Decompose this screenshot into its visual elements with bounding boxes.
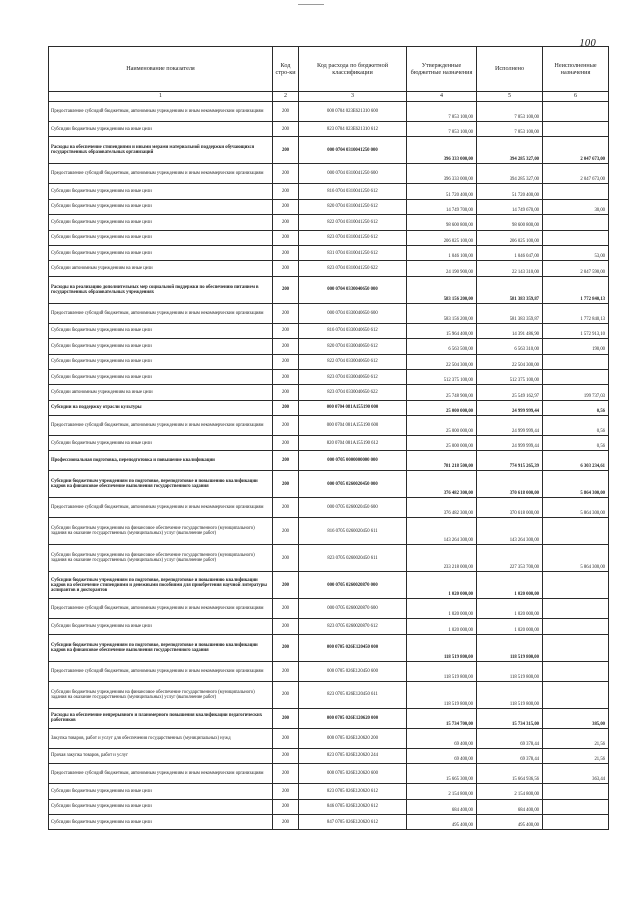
table-row [49, 634, 609, 661]
cell-unexecuted [543, 634, 609, 661]
cell-approved: 69 400,00 [407, 748, 477, 763]
cell-unexecuted [543, 784, 609, 799]
cell-classification-code: 823 0705 0260020870 612 [299, 619, 407, 634]
cell-classification-code: 000 0705 0260020450 600 [299, 498, 407, 518]
cell-executed: 69 378,44 [477, 728, 543, 748]
cell-unexecuted [543, 661, 609, 681]
cell-executed: 206 025 100,00 [477, 230, 543, 245]
header-approved: Утвержденные бюджетные назначения [407, 47, 477, 92]
cell-unexecuted: 1 772 840,13 [543, 303, 609, 323]
cell-classification-code: 000 0705 026Е120620 600 [299, 764, 407, 784]
table-row [49, 369, 609, 384]
cell-approved: 2 154 800,00 [407, 784, 477, 799]
cell-classification-code: 000 0705 0260020870 600 [299, 599, 407, 619]
cell-indicator-name: Субсидии бюджетным учреждениям на иные цели [49, 354, 273, 369]
cell-classification-code: 823 0705 026Е120450 611 [299, 681, 407, 708]
cell-line-code: 200 [273, 634, 299, 661]
cell-line-code: 200 [273, 661, 299, 681]
cell-classification-code: 823 0704 0330040650 622 [299, 385, 407, 400]
table-row [49, 572, 609, 599]
cell-approved: 684 400,00 [407, 799, 477, 814]
page-number: 100 [579, 38, 596, 49]
table-row [49, 215, 609, 230]
table-row [49, 545, 609, 572]
cell-unexecuted: 1 772 840,13 [543, 276, 609, 303]
cell-line-code: 200 [273, 276, 299, 303]
cell-line-code: 200 [273, 436, 299, 451]
cell-classification-code: 816 0705 0260020450 611 [299, 518, 407, 545]
table-row [49, 122, 609, 137]
table-row [49, 708, 609, 728]
cell-classification-code: 823 0704 0310041250 622 [299, 261, 407, 276]
table-row [49, 416, 609, 436]
column-number: 6 [543, 92, 609, 102]
cell-approved: 118 519 800,00 [407, 634, 477, 661]
cell-indicator-name: Субсидии бюджетным учреждениям на иные цели [49, 184, 273, 199]
cell-indicator-name: Субсидии бюджетным учреждениям по подготовке, переподготовке и повышению квалификации кадров на обеспечение стипендиями и денежными пособиями для приобретения научной литературы аспирантов и докторантов [49, 572, 273, 599]
cell-approved: 512 375 100,00 [407, 369, 477, 384]
cell-executed: 495 400,00 [477, 815, 543, 830]
header-classification-code: Код расхода по бюджетной классификации [299, 47, 407, 92]
cell-line-code: 200 [273, 400, 299, 415]
table-row [49, 276, 609, 303]
cell-indicator-name: Субсидии бюджетным учреждениям на иные цели [49, 230, 273, 245]
cell-classification-code: 000 0705 026Е120620 000 [299, 708, 407, 728]
cell-unexecuted [543, 572, 609, 599]
table-row [49, 354, 609, 369]
cell-indicator-name: Предоставление субсидий бюджетным, автономным учреждениям и иным некоммерческим организациям [49, 661, 273, 681]
cell-indicator-name: Субсидии бюджетным учреждениям на финансовое обеспечение государственного (муниципального) задания на оказание государственных (муниципальных) услуг (выполнение работ) [49, 681, 273, 708]
cell-approved: 396 333 000,00 [407, 137, 477, 164]
cell-line-code: 200 [273, 799, 299, 814]
cell-approved: 69 400,00 [407, 728, 477, 748]
scan-artifact-line [298, 4, 324, 5]
cell-executed: 24 999 999,44 [477, 436, 543, 451]
cell-classification-code: 000 0705 026Е120450 600 [299, 661, 407, 681]
cell-indicator-name: Субсидии бюджетным учреждениям на финансовое обеспечение государственного (муниципального) задания на оказание государственных (муниципальных) услуг (выполнение работ) [49, 545, 273, 572]
cell-executed: 581 383 359,87 [477, 303, 543, 323]
cell-approved: 6 563 500,00 [407, 339, 477, 354]
cell-line-code: 200 [273, 498, 299, 518]
table-row [49, 784, 609, 799]
cell-executed: 370 618 000,00 [477, 498, 543, 518]
cell-executed: 25 549 162,97 [477, 385, 543, 400]
cell-executed: 14 749 670,00 [477, 199, 543, 214]
cell-classification-code: 847 0705 026Е120620 612 [299, 815, 407, 830]
table-row [49, 681, 609, 708]
table-row [49, 451, 609, 471]
cell-unexecuted: 53,00 [543, 245, 609, 260]
cell-indicator-name: Субсидии бюджетным учреждениям на иные цели [49, 815, 273, 830]
cell-executed: 684 400,00 [477, 799, 543, 814]
cell-approved: 1 020 000,00 [407, 572, 477, 599]
cell-line-code: 200 [273, 199, 299, 214]
cell-approved: 22 504 300,00 [407, 354, 477, 369]
cell-classification-code: 000 0704 0330040650 600 [299, 303, 407, 323]
cell-indicator-name: Субсидии бюджетным учреждениям на иные цели [49, 784, 273, 799]
cell-executed: 22 143 310,00 [477, 261, 543, 276]
cell-unexecuted: 385,00 [543, 708, 609, 728]
cell-executed: 143 264 300,00 [477, 518, 543, 545]
cell-unexecuted: 5 864 300,00 [543, 498, 609, 518]
table-row [49, 102, 609, 122]
cell-approved: 7 853 100,00 [407, 102, 477, 122]
cell-unexecuted [543, 799, 609, 814]
cell-executed: 227 353 700,00 [477, 545, 543, 572]
cell-indicator-name: Субсидии бюджетным учреждениям по подготовке, переподготовке и повышению квалификации кадров на финансовое обеспечение выполнения государственного задания [49, 471, 273, 498]
cell-classification-code: 816 0704 0310041250 612 [299, 184, 407, 199]
column-number: 5 [477, 92, 543, 102]
cell-executed: 1 046 047,00 [477, 245, 543, 260]
cell-indicator-name: Закупка товаров, работ и услуг для обеспечения государственных (муниципальных) нужд [49, 728, 273, 748]
column-number: 1 [49, 92, 273, 102]
cell-line-code: 200 [273, 748, 299, 763]
cell-unexecuted [543, 619, 609, 634]
cell-line-code: 200 [273, 184, 299, 199]
cell-line-code: 200 [273, 545, 299, 572]
cell-line-code: 200 [273, 416, 299, 436]
cell-unexecuted: 2 047 673,00 [543, 137, 609, 164]
cell-indicator-name: Предоставление субсидий бюджетным, автономным учреждениям и иным некоммерческим организациям [49, 164, 273, 184]
table-row [49, 619, 609, 634]
cell-line-code: 200 [273, 215, 299, 230]
cell-unexecuted [543, 369, 609, 384]
cell-approved: 15 964 400,00 [407, 323, 477, 338]
cell-unexecuted: 0,56 [543, 436, 609, 451]
cell-approved: 98 600 800,00 [407, 215, 477, 230]
cell-unexecuted [543, 215, 609, 230]
table-row [49, 323, 609, 338]
cell-approved: 7 853 100,00 [407, 122, 477, 137]
cell-classification-code: 846 0705 026Е120620 612 [299, 799, 407, 814]
cell-executed: 394 285 327,00 [477, 164, 543, 184]
cell-indicator-name: Субсидии бюджетным учреждениям по подготовке, переподготовке и повышению квалификации кадров на финансовое обеспечение выполнения государственного задания [49, 634, 273, 661]
cell-executed: 118 519 800,00 [477, 634, 543, 661]
cell-approved: 376 482 300,00 [407, 471, 477, 498]
cell-approved: 24 190 900,00 [407, 261, 477, 276]
cell-unexecuted: 2 047 590,00 [543, 261, 609, 276]
cell-line-code: 200 [273, 708, 299, 728]
cell-indicator-name: Расходы на обеспечение стипендиями и иными мерами материальной поддержки обучающихся государственных образовательных организаций [49, 137, 273, 164]
table-row [49, 661, 609, 681]
cell-unexecuted [543, 354, 609, 369]
table-row [49, 518, 609, 545]
cell-approved: 15 665 300,00 [407, 764, 477, 784]
cell-unexecuted: 0,56 [543, 400, 609, 415]
cell-line-code: 200 [273, 323, 299, 338]
cell-executed: 774 915 265,39 [477, 451, 543, 471]
cell-executed: 98 600 800,00 [477, 215, 543, 230]
cell-indicator-name: Субсидии бюджетным учреждениям на иные цели [49, 799, 273, 814]
cell-classification-code: 000 0704 0310041250 600 [299, 164, 407, 184]
cell-executed: 394 285 327,00 [477, 137, 543, 164]
cell-indicator-name: Прочая закупка товаров, работ и услуг [49, 748, 273, 763]
cell-unexecuted: 1 572 913,10 [543, 323, 609, 338]
header-indicator-name: Наименование показателя [49, 47, 273, 92]
table-row [49, 230, 609, 245]
header-executed: Исполнено [477, 47, 543, 92]
cell-line-code: 200 [273, 354, 299, 369]
cell-classification-code: 820 0704 0310041250 612 [299, 199, 407, 214]
header-line-code: Код стро-ки [273, 47, 299, 92]
cell-line-code: 200 [273, 230, 299, 245]
cell-executed: 2 154 800,00 [477, 784, 543, 799]
cell-unexecuted: 6 303 234,61 [543, 451, 609, 471]
cell-approved: 376 482 300,00 [407, 498, 477, 518]
cell-line-code: 200 [273, 303, 299, 323]
cell-approved: 118 519 800,00 [407, 661, 477, 681]
table-row [49, 184, 609, 199]
cell-approved: 206 025 100,00 [407, 230, 477, 245]
cell-indicator-name: Предоставление субсидий бюджетным, автономным учреждениям и иным некоммерческим организациям [49, 416, 273, 436]
cell-executed: 7 853 100,00 [477, 122, 543, 137]
cell-approved: 781 218 500,00 [407, 451, 477, 471]
cell-executed: 7 853 100,00 [477, 102, 543, 122]
cell-unexecuted: 21,56 [543, 748, 609, 763]
table-row [49, 385, 609, 400]
cell-unexecuted: 199 737,03 [543, 385, 609, 400]
header-unexecuted: Неисполненные назначения [543, 47, 609, 92]
cell-classification-code: 823 0705 026Е120620 244 [299, 748, 407, 763]
table-row [49, 599, 609, 619]
cell-classification-code: 000 0705 0000000000 000 [299, 451, 407, 471]
cell-executed: 22 504 300,00 [477, 354, 543, 369]
cell-indicator-name: Субсидии автономным учреждениям на иные цели [49, 385, 273, 400]
cell-classification-code: 000 0704 023Е621310 600 [299, 102, 407, 122]
cell-line-code: 200 [273, 764, 299, 784]
cell-unexecuted: 30,00 [543, 199, 609, 214]
cell-classification-code: 816 0704 0330040650 612 [299, 323, 407, 338]
cell-classification-code: 820 0704 0330040650 612 [299, 339, 407, 354]
cell-executed: 1 020 000,00 [477, 599, 543, 619]
cell-approved: 495 400,00 [407, 815, 477, 830]
cell-indicator-name: Субсидии автономным учреждениям на иные цели [49, 261, 273, 276]
cell-classification-code: 000 0705 0260020870 000 [299, 572, 407, 599]
cell-unexecuted: 21,56 [543, 728, 609, 748]
table-body [49, 102, 609, 830]
column-number: 3 [299, 92, 407, 102]
table-row [49, 303, 609, 323]
cell-line-code: 200 [273, 261, 299, 276]
cell-unexecuted: 5 864 300,00 [543, 471, 609, 498]
table-row [49, 748, 609, 763]
cell-indicator-name: Субсидии бюджетным учреждениям на иные цели [49, 339, 273, 354]
cell-classification-code: 823 0705 0260020450 611 [299, 545, 407, 572]
cell-indicator-name: Субсидии бюджетным учреждениям на иные цели [49, 323, 273, 338]
cell-classification-code: 823 0704 0310041250 612 [299, 230, 407, 245]
cell-approved: 583 156 200,00 [407, 303, 477, 323]
cell-unexecuted [543, 230, 609, 245]
cell-classification-code: 000 0704 081А155190 000 [299, 400, 407, 415]
cell-classification-code: 000 0704 081А155190 600 [299, 416, 407, 436]
cell-classification-code: 000 0705 026Е120620 200 [299, 728, 407, 748]
cell-indicator-name: Предоставление субсидий бюджетным, автономным учреждениям и иным некоммерческим организациям [49, 764, 273, 784]
cell-line-code: 200 [273, 164, 299, 184]
column-number: 2 [273, 92, 299, 102]
cell-indicator-name: Предоставление субсидий бюджетным, автономным учреждениям и иным некоммерческим организациям [49, 303, 273, 323]
cell-line-code: 200 [273, 471, 299, 498]
table-row [49, 471, 609, 498]
cell-approved: 51 720 400,00 [407, 184, 477, 199]
cell-line-code: 200 [273, 137, 299, 164]
cell-indicator-name: Субсидии бюджетным учреждениям на финансовое обеспечение государственного (муниципального) задания на оказание государственных (муниципальных) услуг (выполнение работ) [49, 518, 273, 545]
cell-approved: 1 020 000,00 [407, 599, 477, 619]
cell-approved: 118 519 800,00 [407, 681, 477, 708]
cell-line-code: 200 [273, 599, 299, 619]
cell-approved: 25 000 000,00 [407, 436, 477, 451]
cell-line-code: 200 [273, 815, 299, 830]
cell-approved: 14 749 700,00 [407, 199, 477, 214]
table-row [49, 815, 609, 830]
cell-approved: 396 333 000,00 [407, 164, 477, 184]
table-row [49, 799, 609, 814]
cell-indicator-name: Предоставление субсидий бюджетным, автономным учреждениям и иным некоммерческим организациям [49, 102, 273, 122]
cell-classification-code: 823 0704 023Е621310 612 [299, 122, 407, 137]
cell-executed: 69 378,44 [477, 748, 543, 763]
cell-unexecuted [543, 815, 609, 830]
cell-line-code: 200 [273, 102, 299, 122]
cell-indicator-name: Субсидии на поддержку отрасли культуры [49, 400, 273, 415]
cell-approved: 1 046 100,00 [407, 245, 477, 260]
table-row [49, 339, 609, 354]
cell-executed: 1 020 000,00 [477, 572, 543, 599]
cell-line-code: 200 [273, 122, 299, 137]
cell-line-code: 200 [273, 728, 299, 748]
cell-executed: 6 563 310,00 [477, 339, 543, 354]
cell-executed: 581 383 359,87 [477, 276, 543, 303]
cell-classification-code: 822 0704 0330040650 612 [299, 354, 407, 369]
cell-unexecuted: 5 864 300,00 [543, 545, 609, 572]
cell-approved: 15 734 700,00 [407, 708, 477, 728]
cell-executed: 51 720 400,00 [477, 184, 543, 199]
cell-indicator-name: Расходы на обеспечение непрерывного и планомерного повышения квалификации педагогических работников [49, 708, 273, 728]
cell-indicator-name: Профессиональная подготовка, переподготовка и повышение квалификации [49, 451, 273, 471]
cell-classification-code: 831 0704 0310041250 612 [299, 245, 407, 260]
cell-executed: 14 391 486,90 [477, 323, 543, 338]
cell-unexecuted: 0,56 [543, 416, 609, 436]
cell-unexecuted [543, 599, 609, 619]
cell-indicator-name: Субсидии бюджетным учреждениям на иные цели [49, 199, 273, 214]
cell-classification-code: 822 0704 0310041250 612 [299, 215, 407, 230]
cell-approved: 25 000 000,00 [407, 400, 477, 415]
cell-line-code: 200 [273, 518, 299, 545]
cell-indicator-name: Субсидии бюджетным учреждениям на иные цели [49, 215, 273, 230]
cell-executed: 1 020 000,00 [477, 619, 543, 634]
table-row [49, 199, 609, 214]
cell-line-code: 200 [273, 339, 299, 354]
cell-classification-code: 000 0704 0330040650 000 [299, 276, 407, 303]
cell-executed: 370 618 000,00 [477, 471, 543, 498]
cell-approved: 143 264 300,00 [407, 518, 477, 545]
table-row [49, 498, 609, 518]
cell-classification-code: 000 0705 026Е120450 000 [299, 634, 407, 661]
table-row [49, 400, 609, 415]
cell-approved: 1 020 000,00 [407, 619, 477, 634]
cell-unexecuted [543, 681, 609, 708]
cell-indicator-name: Субсидии бюджетным учреждениям на иные цели [49, 619, 273, 634]
cell-indicator-name: Субсидии бюджетным учреждениям на иные цели [49, 369, 273, 384]
cell-classification-code: 820 0704 081А155190 612 [299, 436, 407, 451]
cell-line-code: 200 [273, 681, 299, 708]
table-row [49, 436, 609, 451]
cell-indicator-name: Субсидии бюджетным учреждениям на иные цели [49, 436, 273, 451]
cell-executed: 24 999 999,44 [477, 400, 543, 415]
cell-approved: 233 218 000,00 [407, 545, 477, 572]
table-row [49, 245, 609, 260]
cell-indicator-name: Предоставление субсидий бюджетным, автономным учреждениям и иным некоммерческим организациям [49, 599, 273, 619]
cell-unexecuted [543, 102, 609, 122]
cell-classification-code: 000 0705 0260020450 000 [299, 471, 407, 498]
cell-line-code: 200 [273, 451, 299, 471]
cell-line-code: 200 [273, 619, 299, 634]
cell-indicator-name: Субсидии бюджетным учреждениям на иные цели [49, 245, 273, 260]
cell-executed: 24 999 999,44 [477, 416, 543, 436]
cell-line-code: 200 [273, 572, 299, 599]
cell-classification-code: 000 0704 0310041250 000 [299, 137, 407, 164]
cell-approved: 25 748 900,00 [407, 385, 477, 400]
cell-indicator-name: Расходы на реализацию дополнительных мер социальной поддержки по обеспечению питанием в государственных образовательных учреждениях [49, 276, 273, 303]
table-row [49, 261, 609, 276]
cell-indicator-name: Субсидии бюджетным учреждениям на иные цели [49, 122, 273, 137]
cell-classification-code: 823 0705 026Е120620 612 [299, 784, 407, 799]
cell-executed: 512 375 100,00 [477, 369, 543, 384]
cell-unexecuted [543, 122, 609, 137]
cell-approved: 25 000 000,00 [407, 416, 477, 436]
cell-line-code: 200 [273, 784, 299, 799]
cell-executed: 118 519 800,00 [477, 661, 543, 681]
cell-unexecuted: 363,44 [543, 764, 609, 784]
cell-executed: 15 664 936,56 [477, 764, 543, 784]
cell-unexecuted: 2 047 673,00 [543, 164, 609, 184]
budget-execution-table [48, 46, 609, 830]
cell-line-code: 200 [273, 369, 299, 384]
cell-executed: 118 519 800,00 [477, 681, 543, 708]
table-row [49, 728, 609, 748]
cell-classification-code: 823 0704 0330040650 612 [299, 369, 407, 384]
cell-line-code: 200 [273, 245, 299, 260]
cell-unexecuted [543, 518, 609, 545]
cell-unexecuted: 190,00 [543, 339, 609, 354]
cell-approved: 583 156 200,00 [407, 276, 477, 303]
table-row [49, 164, 609, 184]
cell-executed: 15 734 315,00 [477, 708, 543, 728]
cell-indicator-name: Предоставление субсидий бюджетным, автономным учреждениям и иным некоммерческим организациям [49, 498, 273, 518]
table-row [49, 137, 609, 164]
cell-unexecuted [543, 184, 609, 199]
table-row [49, 764, 609, 784]
column-number: 4 [407, 92, 477, 102]
cell-line-code: 200 [273, 385, 299, 400]
